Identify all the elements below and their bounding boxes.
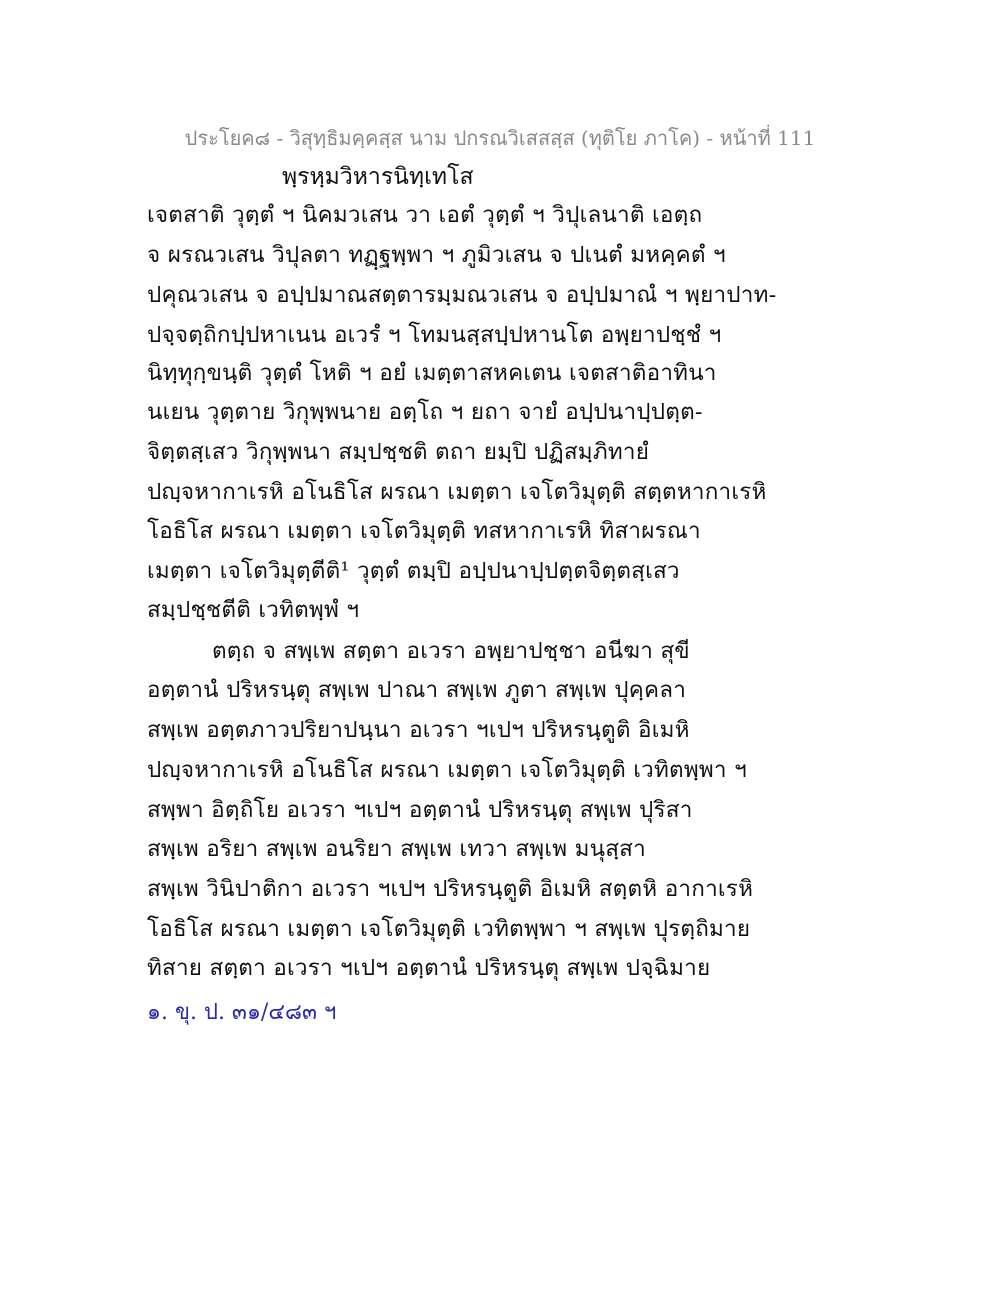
text-line: ปญฺจหากาเรหิ อโนธิโส ผรณา เมตฺตา เจโตวิมุตฺติ เวทิตพฺพา ฯ	[147, 757, 747, 783]
text-line: สพฺเพ อตฺตภาวปริยาปนฺนา อเวรา ฯเปฯ ปริหรนฺตูติ อิเมหิ	[147, 717, 690, 743]
text-line: โอธิโส ผรณา เมตฺตา เจโตวิมุตฺติ เวทิตพฺพา ฯ สพฺเพ ปุรตฺถิมาย	[147, 916, 751, 942]
text-line: สพฺเพ วินิปาติกา อเวรา ฯเปฯ ปริหรนฺตูติ อิเมหิ สตฺตหิ อากาเรหิ	[147, 876, 754, 902]
page-header: ประโยค๘ - วิสุทฺธิมคฺคสฺส นาม ปกรณวิเสสสฺส (ทุติโย ภาโค) - หน้าที่ 111	[184, 126, 816, 150]
text-line: ปจฺจตฺถิกปฺปหาเนน อเวรํ ฯ โทมนสฺสปฺปหานโต อพฺยาปชฺชํ ฯ	[147, 322, 722, 348]
text-line: สพฺพา อิตฺถิโย อเวรา ฯเปฯ อตฺตานํ ปริหรนฺตุ สพฺเพ ปุริสา	[147, 797, 693, 823]
text-line: อตฺตานํ ปริหรนฺตุ สพฺเพ ปาณา สพฺเพ ภูตา สพฺเพ ปุคฺคลา	[147, 677, 687, 703]
text-line: ปญฺจหากาเรหิ อโนธิโส ผรณา เมตฺตา เจโตวิมุตฺติ สตฺตหากาเรหิ	[147, 479, 767, 505]
text-line: จ ผรณวเสน วิปุลตา ทฏฺฐพฺพา ฯ ภูมิวเสน จ ปเนตํ มหคฺคตํ ฯ	[147, 242, 726, 268]
text-line: สมฺปชฺชตีติ เวทิตพฺพํ ฯ	[147, 597, 360, 623]
text-line: ปคุณวเสน จ อปฺปมาณสตฺตารมฺมณวเสน จ อปฺปมาณํ ฯ พฺยาปาท-	[147, 282, 777, 308]
text-line: จิตฺตสฺเสว วิกุพฺพนา สมฺปชฺชติ ตถา ยมฺปิ ปฏิสมฺภิทายํ	[147, 439, 650, 465]
text-line: นเยน วุตฺตาย วิกุพฺพนาย อตฺโถ ฯ ยถา จายํ อปฺปนาปฺปตฺต-	[147, 399, 703, 425]
text-line: ทิสาย สตฺตา อเวรา ฯเปฯ อตฺตานํ ปริหรนฺตุ สพฺเพ ปจฺฉิมาย	[147, 955, 711, 981]
text-line: เจตสาติ วุตฺตํ ฯ นิคมวเสน วา เอตํ วุตฺตํ ฯ วิปุเลนาติ เอตฺถ	[147, 202, 703, 228]
paragraph-first-line: ตตฺถ จ สพฺเพ สตฺตา อเวรา อพฺยาปชฺชา อนีฆา สุขี	[212, 638, 690, 664]
text-line: เมตฺตา เจโตวิมุตฺตีติ¹ วุตฺตํ ตมฺปิ อปฺปนาปฺปตฺตจิตฺตสฺเสว	[147, 558, 680, 584]
text-line: โอธิโส ผรณา เมตฺตา เจโตวิมุตฺติ ทสหากาเรหิ ทิสาผรณา	[147, 518, 701, 544]
section-title: พฺรหฺมวิหารนิทฺเทโส	[282, 164, 474, 190]
text-line: นิทฺทุกฺขนฺติ วุตฺตํ โหติ ฯ อยํ เมตฺตาสหคเตน เจตสาติอาทินา	[147, 360, 717, 386]
footnote: ๑. ขุ. ป. ๓๑/๔๘๓ ฯ	[147, 1000, 337, 1025]
text-line: สพฺเพ อริยา สพฺเพ อนริยา สพฺเพ เทวา สพฺเพ มนุสฺสา	[147, 836, 646, 862]
